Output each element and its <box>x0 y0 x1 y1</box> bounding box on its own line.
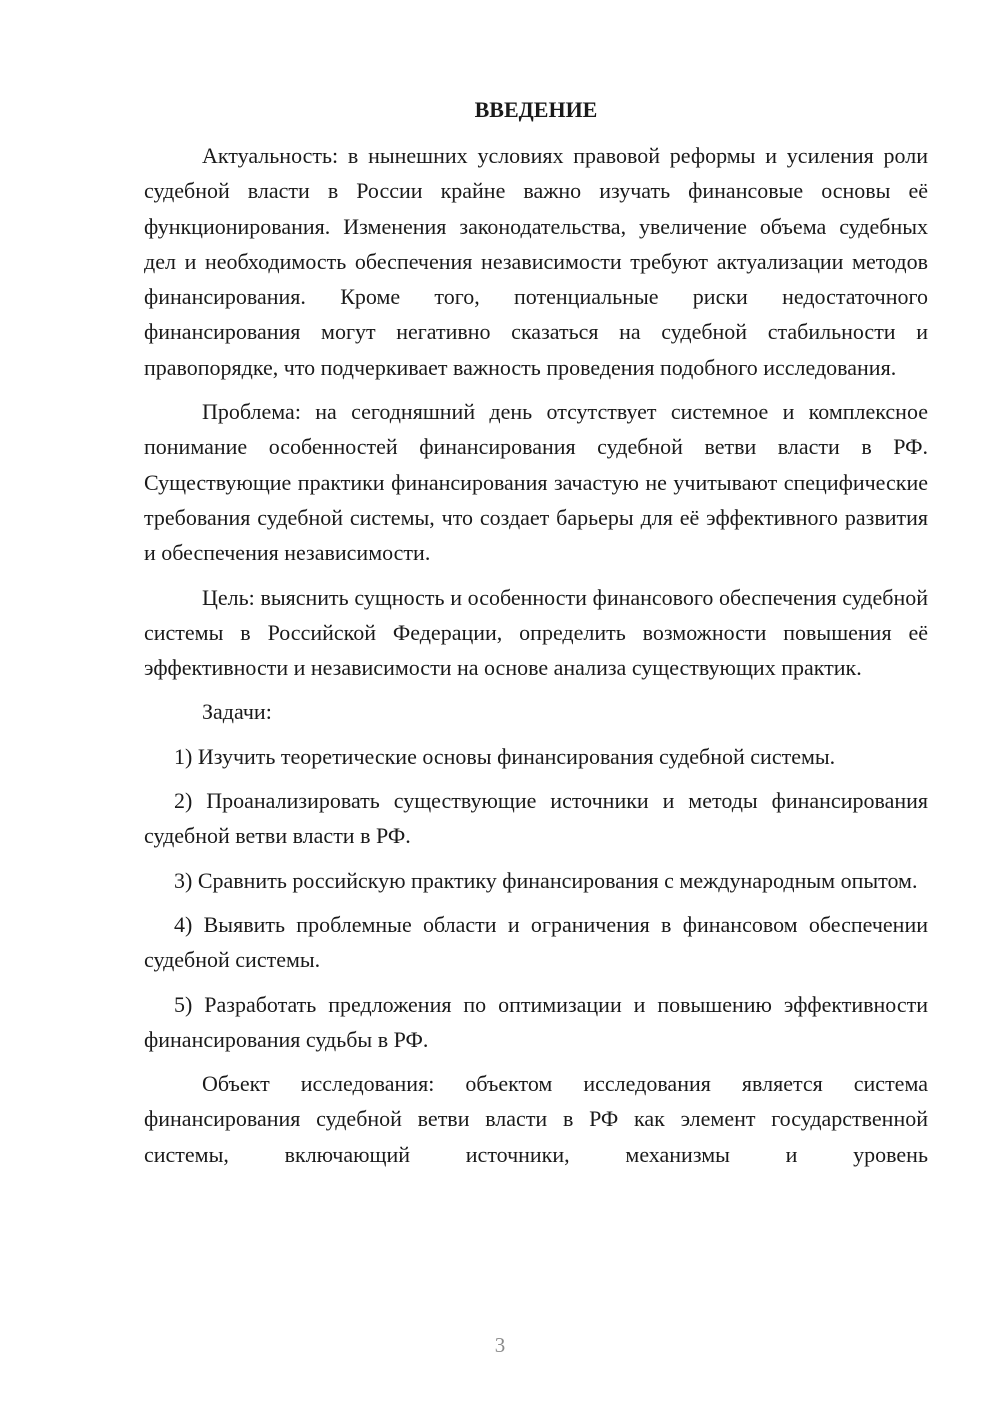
section-title: ВВЕДЕНИЕ <box>474 97 598 122</box>
task-item-1: 1) Изучить теоретические основы финансирования судебной системы. <box>174 743 836 769</box>
paragraph-problem: Проблема: на сегодняшний день отсутствует системное и комплексное понимание особенностей финансирования судебной ветви власти в РФ. Существующие практики финансирования зачастую не учитывают специфические требования судебной системы, что создает барьеры для её эффективного развития и обеспечения независимости. <box>144 399 928 566</box>
task-item-3: 3) Сравнить российскую практику финансирования с международным опытом. <box>174 867 918 893</box>
task-item-2: 2) Проанализировать существующие источники и методы финансирования судебной ветви власти в РФ. <box>144 788 928 849</box>
paragraph-object: Объект исследования: объектом исследования является система финансирования судебной ветви власти в РФ как элемент государственной системы, включающий источники, механизмы и уровень <box>144 1071 928 1167</box>
task-item-4: 4) Выявить проблемные области и ограничения в финансовом обеспечении судебной системы. <box>144 911 928 973</box>
paragraph-relevance: Актуальность: в нынешних условиях правовой реформы и усиления роли судебной власти в России крайне важно изучать финансовые основы её функционирования. Изменения законодательства, увеличение объема судебных дел и необходимость обеспечения независимости требуют актуализации методов финансирования. Кроме того, потенциальные риски недостаточного финансирования могут негативно сказаться на судебной стабильности и правопорядке, что подчеркивает важность проведения подобного исследования. <box>144 143 928 380</box>
task-item-5: 5) Разработать предложения по оптимизации и повышению эффективности финансирования судьбы в РФ. <box>144 991 928 1052</box>
paragraph-tasks-heading: Задачи: <box>202 699 272 725</box>
paragraph-goal: Цель: выяснить сущность и особенности финансового обеспечения судебной системы в Российской Федерации, определить возможности повышения её эффективности и независимости на основе анализа существующих практик. <box>144 584 928 681</box>
page-number: 3 <box>494 1333 506 1357</box>
document-page <box>144 94 928 1181</box>
